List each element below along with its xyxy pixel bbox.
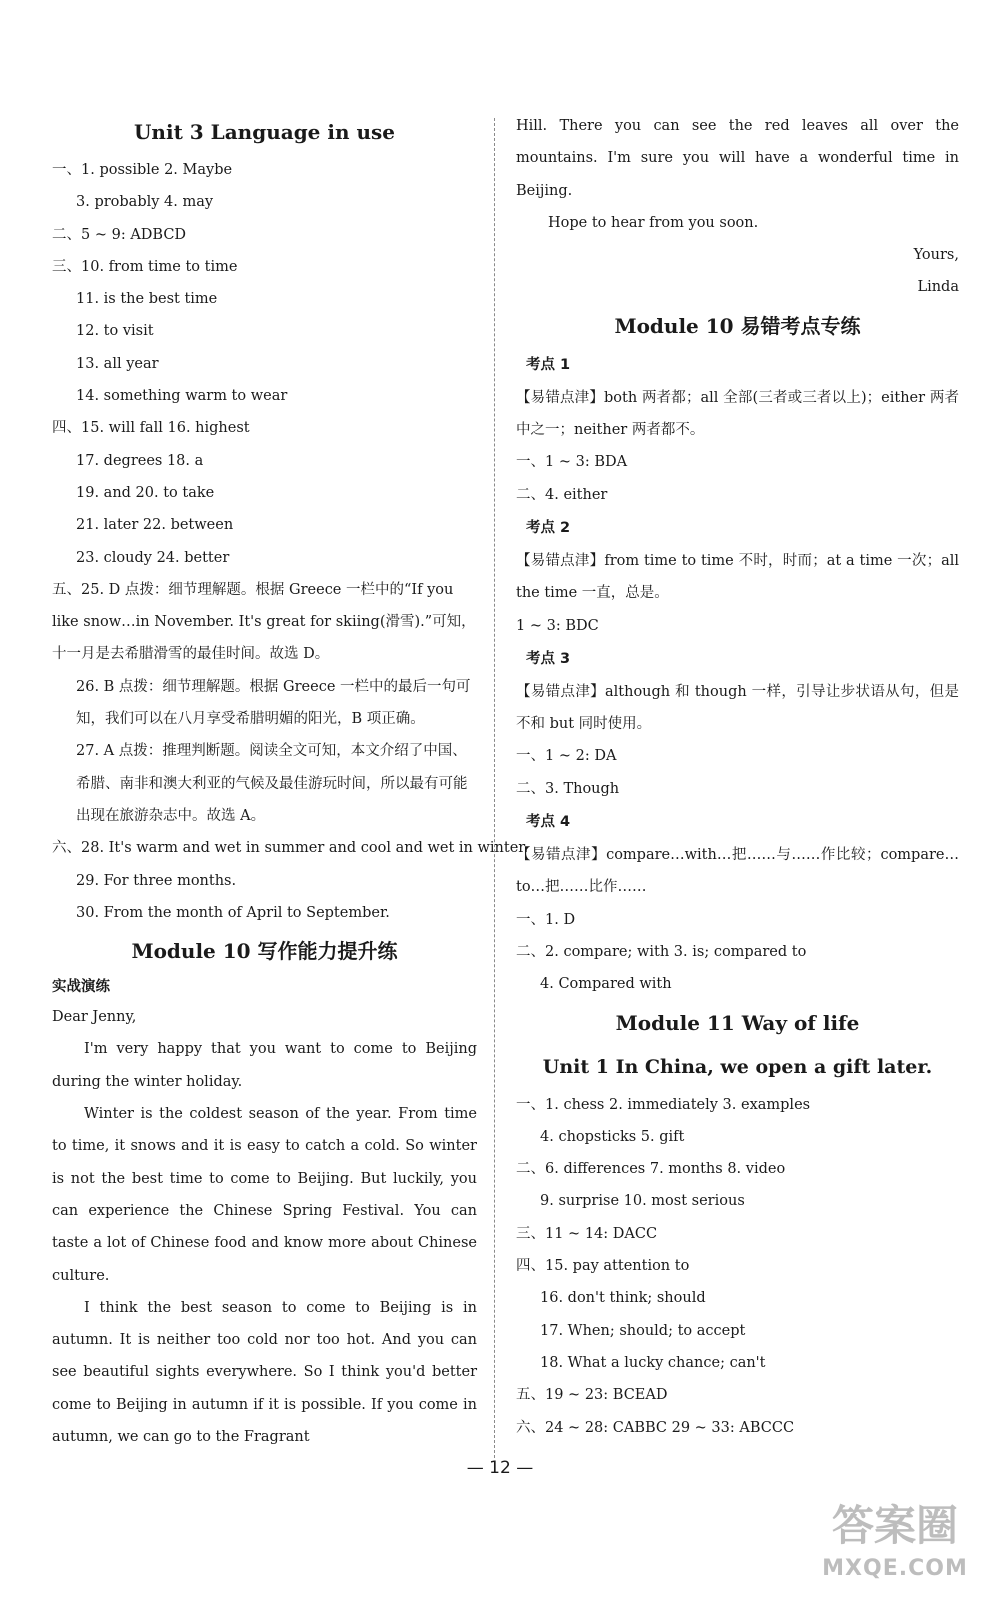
letter-para-3: I think the best season to come to Beijing is in autumn. It is neither too cold nor too hot. And you can see beautiful sights everywhere. So I think you'd better come to Beijing in autumn if it is possible. If you come in autumn, we can go to the Fragrant — [52, 1299, 477, 1445]
u1-line-3: 二、6. differences 7. months 8. video — [516, 1161, 786, 1178]
answer-line-3: 二、5 ~ 9: ADBCD — [52, 226, 187, 243]
answer-line-25 — [52, 574, 477, 671]
u1-line-11: 六、24 ~ 28: CABBC 29 ~ 33: ABCCC — [516, 1419, 795, 1436]
watermark-en: MXQE.COM — [822, 1556, 968, 1581]
letter-para-2: Winter is the coldest season of the year. From time to time, it snows and it is easy to catch a cold. So winter is not the best time to come to Beijing. But luckily, you can experience the Chinese Spring Festival. You can taste a lot of Chinese food and know more about Chinese culture. — [52, 1106, 477, 1284]
u1-line-10: 五、19 ~ 23: BCEAD — [516, 1387, 668, 1404]
unit3-heading: Unit 3 Language in use — [133, 120, 395, 144]
answer-line-7: 13. all year — [76, 355, 159, 372]
answer-line-5: 11. is the best time — [76, 291, 218, 308]
u1-line-4: 9. surprise 10. most serious — [540, 1193, 745, 1210]
answer-line-10: 17. degrees 18. a — [76, 452, 204, 469]
kaodian-4-answer-2: 二、2. compare; with 3. is; compared to — [516, 943, 807, 960]
answer-line-6: 12. to visit — [76, 323, 154, 340]
answer-line-9: 四、15. will fall 16. highest — [52, 420, 250, 437]
section-label: 实战演练 — [52, 979, 110, 996]
u1-line-6: 四、15. pay attention to — [516, 1258, 690, 1275]
column-divider — [494, 118, 495, 1458]
answer-26-text: 26. B 点拨：细节理解题。根据 Greece 一栏中的最后一句可知，我们可以在八月享受希腊明媚的阳光，B 项正确。 — [76, 678, 471, 728]
module10-errors-heading: Module 10 易错考点专练 — [614, 313, 861, 338]
kaodian-2-answer-1: 1 ~ 3: BDC — [516, 617, 599, 634]
u1-line-9: 18. What a lucky chance; can't — [540, 1354, 766, 1371]
letter-para-1: I'm very happy that you want to come to Beijing during the winter holiday. — [52, 1041, 477, 1090]
right-column — [516, 110, 959, 1444]
answer-line-30: 30. From the month of April to September. — [76, 904, 390, 921]
answer-line-29: 29. For three months. — [76, 872, 237, 889]
u1-line-2: 4. chopsticks 5. gift — [540, 1128, 685, 1145]
answer-line-27 — [52, 735, 477, 832]
answer-line-8: 14. something warm to wear — [76, 388, 288, 405]
u1-line-1: 一、1. chess 2. immediately 3. examples — [516, 1096, 811, 1113]
answer-line-2: 3. probably 4. may — [76, 194, 214, 211]
kaodian-1: 考点 1 — [526, 356, 571, 373]
answer-line-13: 23. cloudy 24. better — [76, 549, 230, 566]
kaodian-4: 考点 4 — [526, 814, 571, 831]
u1-line-8: 17. When; should; to accept — [540, 1322, 746, 1339]
unit1-heading: Unit 1 In China, we open a gift later. — [542, 1055, 933, 1078]
watermark-logo — [820, 1498, 970, 1590]
u1-line-7: 16. don't think; should — [540, 1290, 706, 1307]
letter-greeting: Dear Jenny, — [52, 1009, 137, 1026]
kaodian-1-tip: 【易错点津】both 两者都；all 全部(三者或三者以上)；either 两者中之一；neither 两者都不。 — [516, 389, 959, 439]
answer-line-11: 19. and 20. to take — [76, 484, 215, 501]
answer-25-text: 五、25. D 点拨：细节理解题。根据 Greece 一栏中的“If you like snow…in November. It's great for skiing(滑雪).”可知，十一月是去希腊滑雪的最佳时间。故选 D。 — [52, 581, 476, 663]
kaodian-2-tip: 【易错点津】from time to time 不时，时而；at a time 一次；all the time 一直，总是。 — [516, 552, 959, 602]
left-column — [52, 110, 529, 1453]
kaodian-4-answer-1: 一、1. D — [516, 911, 576, 928]
letter-yours: Yours, — [913, 247, 959, 264]
module11-heading: Module 11 Way of life — [615, 1010, 860, 1035]
answer-line-4: 三、10. from time to time — [52, 258, 238, 275]
kaodian-1-answer-1: 一、1 ~ 3: BDA — [516, 454, 628, 471]
answer-line-1: 一、1. possible 2. Maybe — [52, 162, 233, 178]
watermark-cn: 答案圈 — [831, 1501, 958, 1550]
answer-27-text: 27. A 点拨：推理判断题。阅读全文可知，本文介绍了中国、希腊、南非和澳大利亚的气候及最佳游玩时间，所以最有可能出现在旅游杂志中。故选 A。 — [76, 743, 468, 824]
kaodian-3-tip: 【易错点津】although 和 though 一样，引导让步状语从句，但是不和 but 同时使用。 — [516, 683, 959, 733]
answer-line-12: 21. later 22. between — [76, 517, 234, 534]
u1-line-5: 三、11 ~ 14: DACC — [516, 1225, 658, 1242]
page-number: — 12 — — [466, 1458, 534, 1478]
answer-line-28: 六、28. It's warm and wet in summer and cool and wet in winter. — [52, 840, 529, 857]
kaodian-3: 考点 3 — [526, 650, 571, 667]
kaodian-4-tip: 【易错点津】compare…with…把……与……作比较；compare…to…把……比作…… — [516, 847, 959, 896]
letter-signature: Linda — [917, 279, 959, 296]
module10-writing-heading: Module 10 写作能力提升练 — [131, 939, 398, 964]
kaodian-3-answer-1: 一、1 ~ 2: DA — [516, 748, 617, 765]
answer-line-26 — [52, 671, 477, 736]
kaodian-2: 考点 2 — [526, 519, 571, 536]
kaodian-4-answer-3: 4. Compared with — [540, 976, 672, 993]
letter-continuation: Hill. There you can see the red leaves all over the mountains. I'm sure you will have a wonderful time in Beijing. — [516, 118, 959, 199]
kaodian-3-answer-2: 二、3. Though — [516, 780, 620, 797]
kaodian-1-answer-2: 二、4. either — [516, 486, 608, 503]
letter-closing: Hope to hear from you soon. — [548, 214, 759, 231]
